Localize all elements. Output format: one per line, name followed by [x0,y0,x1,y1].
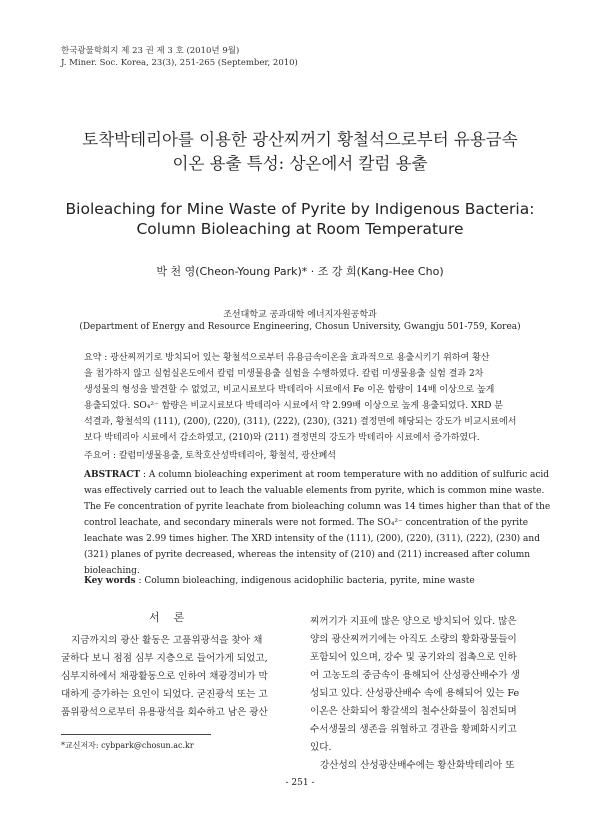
abstract-en-line: was effectively carried out to leach the valuable elements from pyrite, which is common mine waste. [84,486,545,496]
abstract-label: ABSTRACT [84,470,141,480]
abstract-ko-line: 석결과, 황철석의 (111), (200), (220), (311), (222), (230), (321) 결정면에 해당되는 강도가 비교시료에서 [84,417,517,427]
keywords-ko [84,448,520,464]
abstract-en-line: : A column bioleaching experiment at room temperature with no addition of sulfuric acid [140,470,550,480]
title-en-line-2: Column Bioleaching at Room Temperature [136,220,464,238]
abstract-en-line: The Fe concentration of pyrite leachate from bioleaching column was 14 times higher than that of the [84,502,551,512]
title-ko-line-2: 이온 용출 특성: 상온에서 칼럼 용출 [172,154,428,173]
footnote-divider [61,734,211,735]
abstract-ko-line: 생성물의 형성을 발견할 수 없었고, 비교시료보다 박테리아 시료에서 Fe 이온 함량이 14배 이상으로 높게 [84,385,495,395]
authors: 박 천 영(Cheon-Young Park)* · 조 강 희(Kang-Hee Cho) [156,265,444,278]
abstract-en-first-line [84,467,550,483]
journal-header-ko: 한국광물학회지 제 23 권 제 3 호 (2010년 9월) [61,46,240,56]
journal-header-en: J. Miner. Soc. Korea, 23(3), 251-265 (September, 2010) [61,58,298,68]
body-line: 포함되어 있으며, 강수 및 공기와의 접촉으로 인하 [310,652,517,663]
body-line: 찌꺼기가 지표에 많은 양으로 방치되어 있다. 많은 [310,616,517,627]
abstract-en-line: control leachate, and secondary minerals were not formed. The SO₄²⁻ concentration of the pyrite [84,518,529,528]
page-number: - 251 - [285,778,315,788]
body-line: 굴하다 보니 점점 심부 지층으로 들어가게 되었고, [61,653,268,664]
body-line: 품위광석으로부터 유용광석을 회수하고 남은 광산 [61,707,268,718]
abstract-ko-line: 을 첨가하지 않고 실험실온도에서 칼럼 미생물용출 실험을 수행하였다. 칼럼 미생물용출 실험 결과 2차 [84,369,484,379]
abstract-ko-line: 보다 박테리아 시료에서 감소하였고, (210)와 (211) 결정면의 강도가 박테리아 시료에서 증가하였다. [84,433,480,443]
body-line: 수서생물의 생존을 위협하고 경관을 황폐화시키고 [310,724,517,735]
title-ko-line-1: 토착박테리아를 이용한 광산찌꺼기 황철석으로부터 유용금속 [82,130,518,149]
body-line: 이온은 산화되어 황갈색의 철수산화물이 침전되며 [310,706,517,717]
body-line: 강산성의 산성광산배수에는 황산화박테리아 또 [320,760,515,771]
affiliation-ko: 조선대학교 공과대학 에너지자원공학과 [223,310,377,320]
body-line: 성되고 있다. 산성광산배수 속에 용해되어 있는 Fe [310,688,520,699]
section-title-introduction: 서론 [149,611,199,624]
body-line: 양의 광산찌꺼기에는 아직도 소량의 황화광물들이 [310,634,517,645]
body-line: 지금까지의 광산 활동은 고품위광석을 찾아 채 [71,635,263,646]
keywords-en-text [84,573,520,589]
abstract-ko-line: 요약 : 광산찌꺼기로 방치되어 있는 황철석으로부터 유용금속이온을 효과적으로 용출시키기 위하여 황산 [84,353,490,363]
corresponding-author-footnote: *교신저자: cybpark@chosun.ac.kr [61,741,194,750]
keywords-label: Key words [84,576,136,586]
title-en-line-1: Bioleaching for Mine Waste of Pyrite by Indigenous Bacteria: [65,200,535,218]
body-line: 여 고농도의 중금속이 용해되어 산성광산배수가 생 [310,670,520,681]
right-column [310,613,540,775]
abstract-en-line: (321) planes of pyrite decreased, whereas the intensity of (210) and (211) increased after column [84,550,531,560]
abstract-ko [84,350,520,446]
abstract-en-line: bioleaching. [84,566,140,576]
body-line: 심부지하에서 채광활동으로 인하여 채광경비가 막 [61,671,268,682]
abstract-en [84,467,551,579]
keywords-en [84,573,520,589]
body-line: 대하게 증가하는 요인이 되었다. 굳진광석 또는 고 [61,689,268,700]
affiliation-en: (Department of Energy and Resource Engineering, Chosun University, Gwangju 501-759, Korea) [79,322,521,332]
keywords-ko-text: 주요어 : 칼럼미생물용출, 토착호산성박테리아, 황철석, 광산폐석 [84,451,336,461]
left-column [61,632,291,722]
abstract-en-line: leachate was 2.99 times higher. The XRD intensity of the (111), (200), (220), (311), (222), (230) and [84,534,540,544]
keywords-en-list: : Column bioleaching, indigenous acidophilic bacteria, pyrite, mine waste [135,576,475,586]
body-line: 있다. [310,742,332,753]
abstract-ko-line: 용출되었다. SO₄²⁻ 함량은 비교시료보다 박테리아 시료에서 약 2.99배 이상으로 높게 용출되었다. XRD 분 [84,401,503,411]
